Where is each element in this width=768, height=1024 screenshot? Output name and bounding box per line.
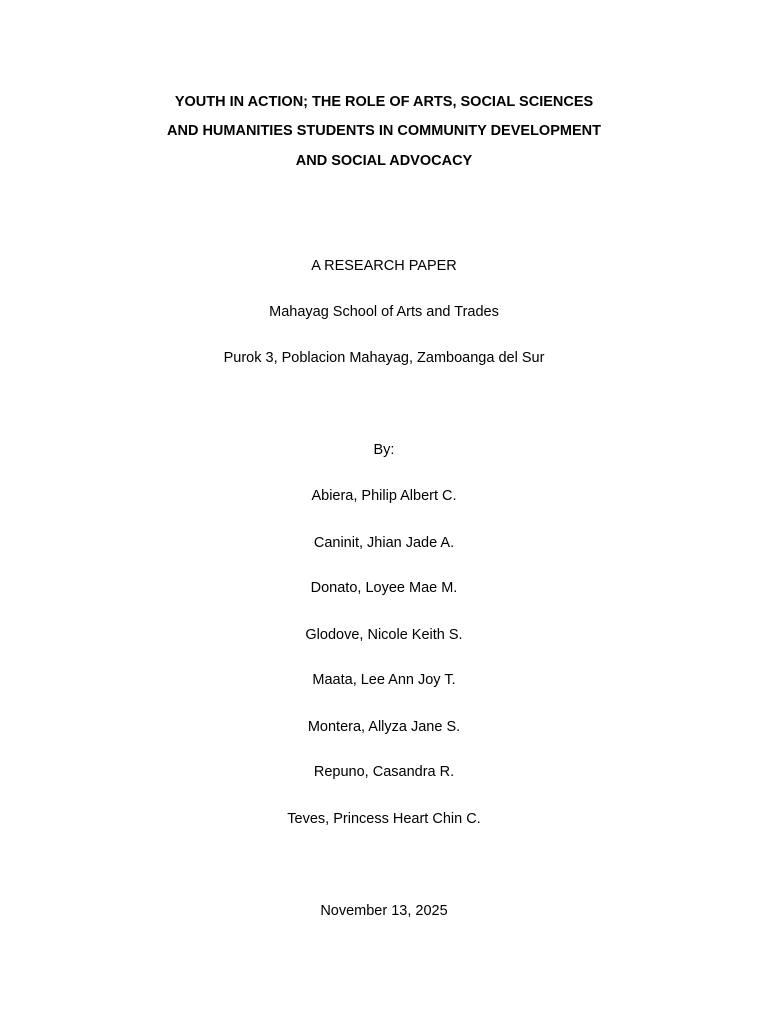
author-name: Abiera, Philip Albert C.: [311, 488, 457, 504]
author-name: Maata, Lee Ann Joy T.: [312, 672, 456, 688]
title-line-1: YOUTH IN ACTION; THE ROLE OF ARTS, SOCIAL SCIENCES: [174, 94, 594, 110]
title-line-2: AND HUMANITIES STUDENTS IN COMMUNITY DEVELOPMENT: [167, 123, 601, 139]
school-name: Mahayag School of Arts and Trades: [269, 304, 499, 320]
author-name: Teves, Princess Heart Chin C.: [287, 811, 481, 827]
author-name: Glodove, Nicole Keith S.: [305, 627, 463, 643]
author-name: Donato, Loyee Mae M.: [310, 580, 458, 596]
author-name: Repuno, Casandra R.: [313, 764, 455, 780]
by-label: By:: [373, 442, 395, 458]
submission-date: November 13, 2025: [320, 903, 448, 919]
paper-type: A RESEARCH PAPER: [311, 258, 457, 274]
school-address: Purok 3, Poblacion Mahayag, Zamboanga del Sur: [223, 350, 545, 366]
author-name: Caninit, Jhian Jade A.: [313, 535, 455, 551]
title-line-3: AND SOCIAL ADVOCACY: [295, 153, 473, 169]
author-name: Montera, Allyza Jane S.: [307, 719, 461, 735]
